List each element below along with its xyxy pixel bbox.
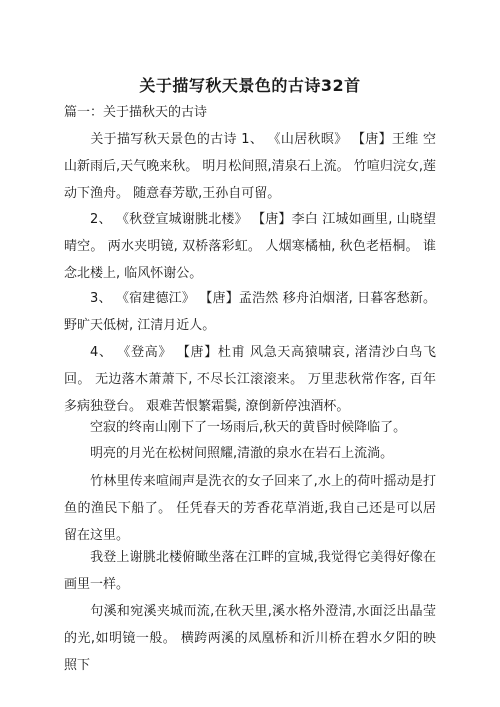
section-heading: 篇一：关于描秋天的古诗 [64,105,208,120]
paragraph-text: 明亮的月光在松树间照耀,清澈的泉水在岩石上流淌。 [90,446,394,461]
paragraph [64,440,436,467]
paragraph [64,414,436,441]
paragraph [64,598,436,679]
paragraph-text: 3、 《宿建德江》 【唐】孟浩然 移舟泊烟渚, 日暮客愁新。 野旷天低树, 江清月近人。 [64,291,436,333]
paragraph [64,468,436,549]
paragraph [64,544,436,598]
document-title: 关于描写秋天景色的古诗32首 [139,76,361,95]
paragraph-text: 4、 《登高》 【唐】杜甫 风急天高猿啸哀, 渚清沙白鸟飞回。 无边落木萧萧下, 不尽长江滚滚来。 万里悲秋常作客, 百年多病独登台。 艰难苦恨繁霜鬓, 潦倒新停浊酒杯。 [64,345,436,414]
paragraph [64,339,436,420]
paragraph-text: 竹林里传来喧闹声是洗衣的女子回来了,水上的荷叶摇动是打鱼的渔民下船了。 任凭春天的芳香花草消逝,我自己还是可以居留在这里。 [64,474,436,543]
paragraph [64,206,436,287]
paragraph [64,126,436,207]
paragraph-text: 空寂的终南山刚下了一场雨后,秋天的黄昏时候降临了。 [90,420,407,435]
paragraph-text: 我登上谢朓北楼俯瞰坐落在江畔的宣城,我觉得它美得好像在画里一样。 [64,550,436,592]
paragraph-text: 句溪和宛溪夹城而流,在秋天里,溪水格外澄清,水面泛出晶莹的光,如明镜一般。 横跨两溪的凤凰桥和沂川桥在碧水夕阳的映照下 [64,604,436,673]
paragraph-text: 关于描写秋天景色的古诗 1、 《山居秋暝》 【唐】王维 空山新雨后,天气晚来秋。 明月松间照,清泉石上流。 竹喧归浣女,莲动下渔舟。 随意春芳歇,王孙自可留。 [64,132,436,201]
paragraph-text: 2、 《秋登宣城谢朓北楼》 【唐】李白 江城如画里, 山晓望晴空。 两水夹明镜, 双桥落彩虹。 人烟寒橘柚, 秋色老梧桐。 谁念北楼上, 临风怀谢公。 [64,212,436,281]
paragraph [64,285,436,339]
